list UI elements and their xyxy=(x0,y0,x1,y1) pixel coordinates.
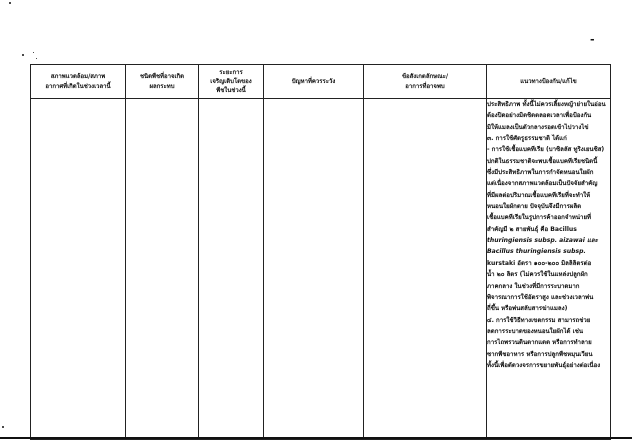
guidance-line: พิจารณาการใช้อัตราสูง และช่วงเวลาพ่น xyxy=(487,293,594,301)
header-symptoms: ข้อสังเกตลักษณะ/ อาการที่อาจพบ xyxy=(364,65,487,99)
scan-speck xyxy=(36,58,37,59)
guidance-line: น้ำ ๒๐ ลิตร (ไม่ควรใช้ในแหล่งปลูกผัก xyxy=(487,271,588,279)
page-mark: - xyxy=(590,33,595,46)
guidance-line: - การใช้เชื้อแบคทีเรีย (บาซิลลัส ทูริงเยนซิส) xyxy=(487,146,605,154)
guidance-line: ถี่ขึ้น หรือพ่นสลับสารฆ่าแมลง) xyxy=(487,305,568,313)
guidance-line: สำคัญมี ๒ สายพันธุ์ คือ Bacillus xyxy=(487,225,577,233)
guidance-line: ประสิทธิภาพ ทั้งนี้ไม่ควรเลี้ยงหญ้าย่ายในอ่อน xyxy=(487,101,606,108)
guidance-line: ปกติในธรรมชาติจะพบเชื้อแบคทีเรียชนิดนี้ xyxy=(487,157,598,165)
table-row xyxy=(31,99,611,440)
crop-type-cell xyxy=(126,99,199,440)
header-problems: ปัญหาที่ควรระวัง xyxy=(264,65,364,99)
guidance-table xyxy=(30,64,611,440)
bottom-rule xyxy=(0,437,632,439)
environment-cell xyxy=(31,99,126,440)
guidance-line: ซึ่งมีประสิทธิภาพในการกำจัดหนอนใยผัก xyxy=(487,169,594,177)
guidance-line: ทั้งนี้เพื่อตัดวงจรการขยายพันธุ์อย่างต่อเนื่อง xyxy=(487,361,601,369)
guidance-cell xyxy=(487,99,611,440)
guidance-line: แต่เนื่องจากสภาพแวดล้อมเป็นปัจจัยสำคัญ xyxy=(487,180,598,188)
header-growth-stage: ระยะการ เจริญเติบโตของ พืชในช่วงนี้ xyxy=(199,65,264,99)
guidance-line: kurstaki อัตรา ๑๐๐-๒๐๐ มิลลิลิตรต่อ xyxy=(487,259,592,267)
guidance-line: ที่มีผลต่อปริมาณเชื้อแบคทีเรียที่จะทำให้ xyxy=(487,191,591,199)
guidance-line: ภาคกลาง ในช่วงที่มีการระบาดมาก xyxy=(487,282,580,290)
scan-speck xyxy=(2,426,4,428)
guidance-line: ซากพืชอาหาร หรือการปลูกพืชหมุนเวียน xyxy=(487,350,593,358)
scan-speck xyxy=(22,54,24,56)
guidance-line: thuringiensis subsp. aizawai และ xyxy=(487,237,598,245)
header-guidance: แนวทางป้องกัน/แก้ไข xyxy=(487,65,611,99)
guidance-line: มิให้แมลงเป็นตัวกลางรอดเข้าไปวางไข่ xyxy=(487,123,589,131)
header-crop-type: ชนิดพืชที่อาจเกิด ผลกระทบ xyxy=(126,65,199,99)
problems-cell xyxy=(264,99,364,440)
guidance-line: ๓. การใช้ศัตรูธรรมชาติ ได้แก่ xyxy=(487,135,567,143)
guidance-text xyxy=(487,99,610,371)
symptoms-cell xyxy=(364,99,487,440)
guidance-line: เชื้อแบคทีเรียในรูปการค้าออกจำหน่ายที่ xyxy=(487,214,592,222)
guidance-line: หนอนใยผักตาย ปัจจุบันจึงมีการผลิต xyxy=(487,203,582,211)
guidance-line: ๔. การใช้วิธีทางเขตกรรม สามารถช่วย xyxy=(487,316,591,324)
growth-stage-cell xyxy=(199,99,264,440)
guidance-line: ต้องปิดอย่างมิดชิดตลอดเวลาเพื่อป้องกัน xyxy=(487,112,592,120)
guidance-line: การไถพรวนดินตากแดด หรือการทำลาย xyxy=(487,339,592,347)
scan-speck xyxy=(9,2,11,4)
scan-speck xyxy=(33,52,34,53)
table-header-row xyxy=(31,65,611,99)
guidance-line: ลดการระบาดของหนอนใยผักได้ เช่น xyxy=(487,327,584,335)
header-environment: สภาพแวดล้อม/สภาพ อากาศที่เกิดในช่วงเวลานี้ xyxy=(31,65,126,99)
guidance-line: Bacillus thuringiensis subsp. xyxy=(487,248,586,256)
